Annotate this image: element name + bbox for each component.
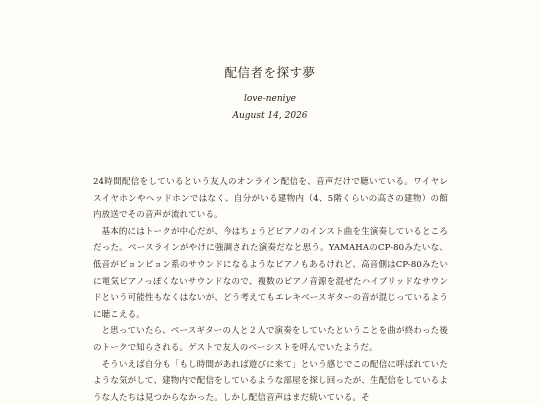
post-title: 配信者を探す夢 [224,65,316,80]
paragraph: 基本的にはトークが中心だが、今はちょうどピアノのインスト曲を生演奏しているところだった。ベースラインがやけに強調された演奏だなと思う。YAMAHAのCP-80みたいな、低音がビョンビョン系のサウンドになるようなピアノもあるけれど、高音側はCP-80みたいに電気ピアノっぽくないサウンドなので、複数のピアノ音源を混ぜたハイブリッドなサウンドという可能性もなくはないが、どう考えてもエレキベースギターの音が混じっているように聴こえる。 [93,226,448,320]
paragraph: 24時間配信をしているという友人のオンライン配信を、音声だけで聴いている。ワイヤレスイヤホンやヘッドホンではなく、自分がいる建物内（4、5階くらいの高さの建物）の館内放送でその音声が流れている。 [93,177,448,221]
post-author[interactable]: love-neniye [244,94,296,104]
post-body [93,174,448,405]
paragraph: そういえば自分も「もし時間があれば遊びに来て」という感じでこの配信に呼ばれていたような気がして、建物内で配信をしているような部屋を探し回ったが、生配信をしているような人たちは見つからなかった。しかし配信音声はまだ続いている。そ [93,359,448,403]
post-date: August 14, 2026 [232,111,308,121]
paragraph: と思っていたら、ベースギターの人と２人で演奏をしていたということを曲が終わった後のトークで知らされる。ゲストで友人のベーシストを呼んでいたようだ。 [93,326,448,353]
